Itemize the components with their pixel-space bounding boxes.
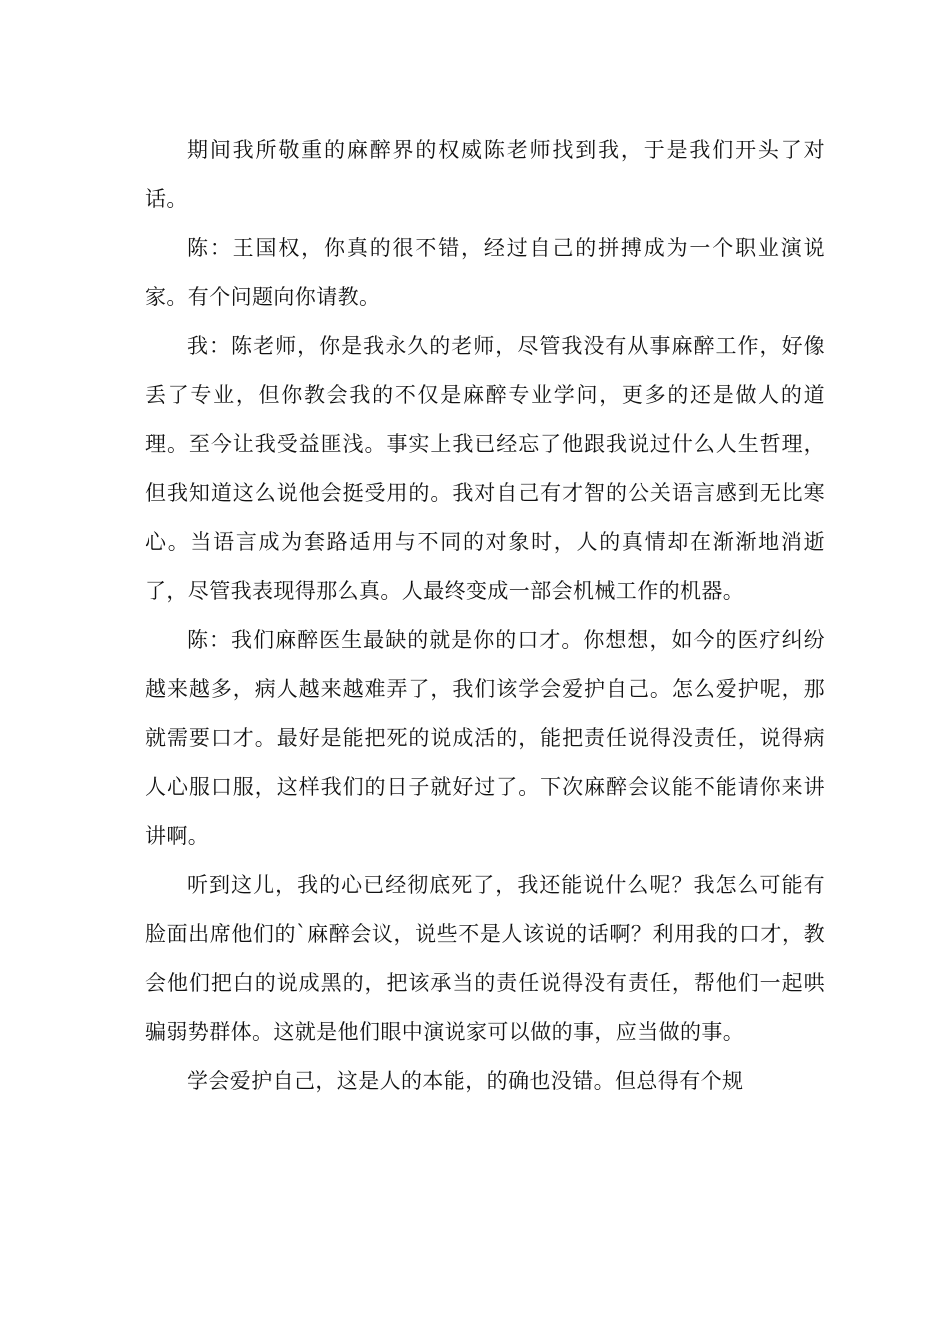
paragraph-6: 学会爱护自己，这是人的本能，的确也没错。但总得有个规 xyxy=(187,1069,744,1093)
paragraph-5: 听到这儿，我的心已经彻底死了，我还能说什么呢？我怎么可能有脸面出席他们的`麻醉会议，说些不是人该说的话啊？利用我的口才，教会他们把白的说成黑的，把该承当的责任说得没有责任，帮他们一起哄骗弱势群体。这就是他们眼中演说家可以做的事，应当做的事。 xyxy=(145,873,825,1044)
paragraph-2: 陈：王国权，你真的很不错，经过自己的拼搏成为一个职业演说家。有个问题向你请教。 xyxy=(145,236,825,309)
paragraph-3: 我：陈老师，你是我永久的老师，尽管我没有从事麻醉工作，好像丢了专业，但你教会我的不仅是麻醉专业学问，更多的还是做人的道理。至今让我受益匪浅。事实上我已经忘了他跟我说过什么人生哲理，但我知道这么说他会挺受用的。我对自己有才智的公关语言感到无比寒心。当语言成为套路适用与不同的对象时，人的真情却在渐渐地消逝了，尽管我表现得那么真。人最终变成一部会机械工作的机器。 xyxy=(145,334,825,603)
paragraph-1: 期间我所敬重的麻醉界的权威陈老师找到我，于是我们开头了对话。 xyxy=(145,138,825,211)
paragraph-4: 陈：我们麻醉医生最缺的就是你的口才。你想想，如今的医疗纠纷越来越多，病人越来越难弄了，我们该学会爱护自己。怎么爱护呢，那就需要口才。最好是能把死的说成活的，能把责任说得没责任，说得病人心服口服，这样我们的日子就好过了。下次麻醉会议能不能请你来讲讲啊。 xyxy=(145,628,825,848)
document-body xyxy=(145,126,825,1106)
